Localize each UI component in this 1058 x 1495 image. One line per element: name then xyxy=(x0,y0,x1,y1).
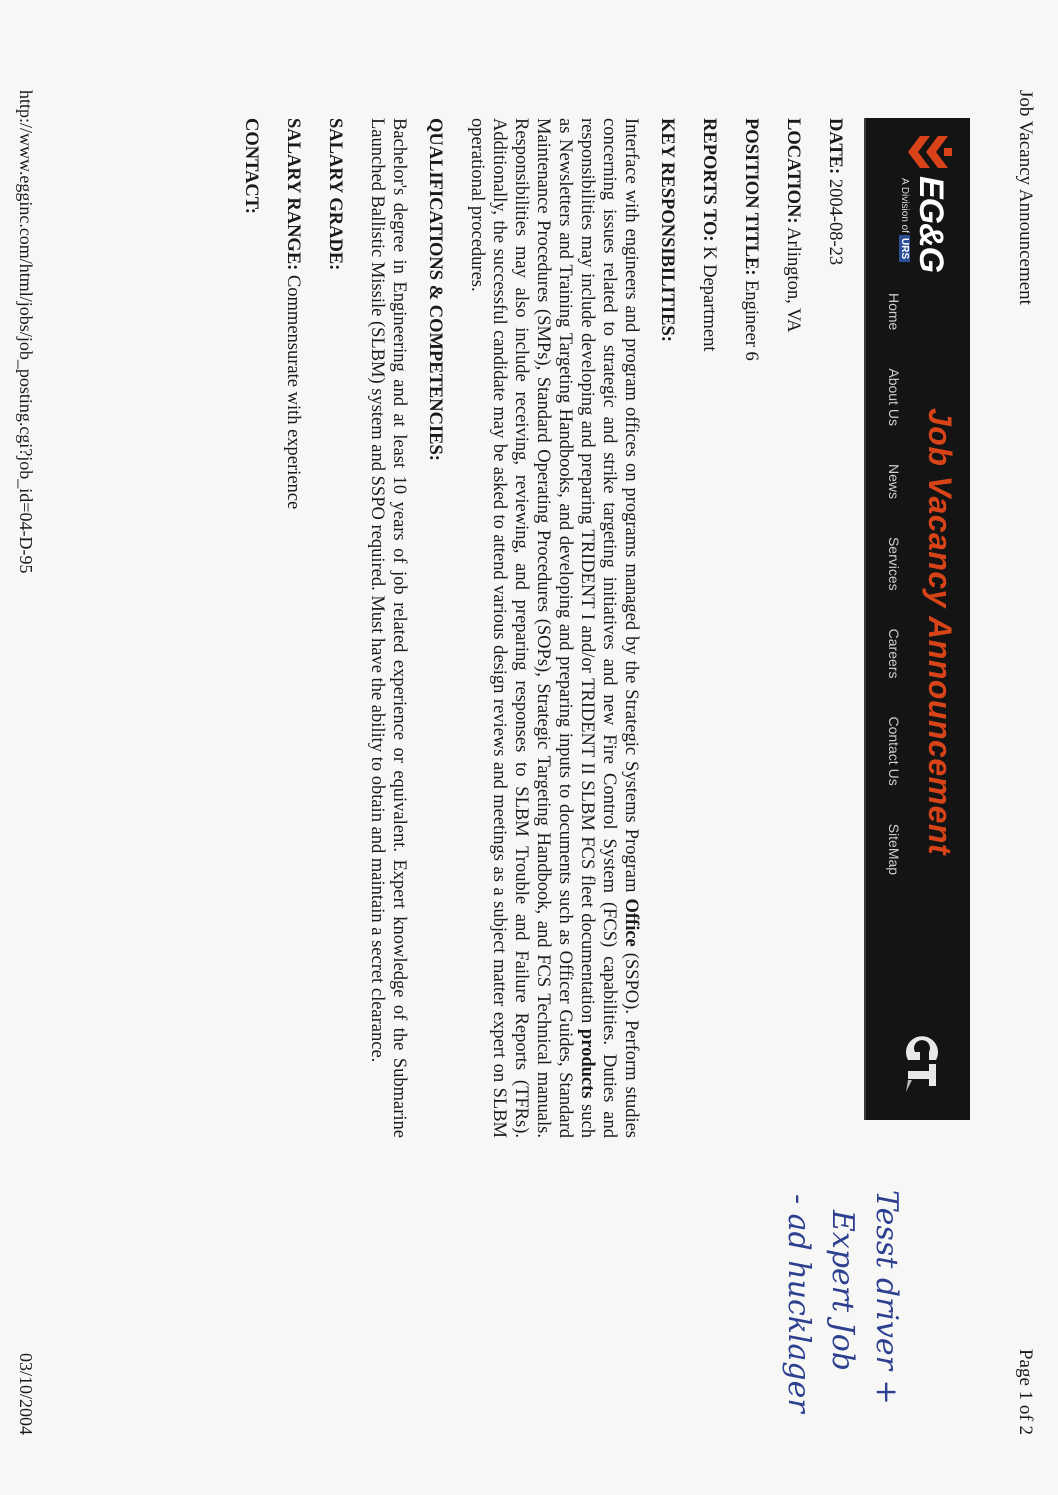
location-label: LOCATION: xyxy=(783,118,803,224)
nav-contact-us[interactable]: Contact Us xyxy=(886,716,902,786)
print-footer-url[interactable]: http://www.egginc.com/html/jobs/job_posting.cgi?job_id=04-D-95 xyxy=(16,90,36,574)
handwritten-line-1: Tesst driver + xyxy=(869,1190,904,1405)
nav-services[interactable]: Services xyxy=(886,536,902,591)
contact-label: CONTACT: xyxy=(241,118,261,214)
salary-range-value: Commensurate with experience xyxy=(283,274,303,510)
print-header-page: Page 1 of 2 xyxy=(1015,1348,1036,1435)
urs-brand: URS xyxy=(899,235,910,262)
products-highlight: products xyxy=(577,1028,597,1099)
position-field xyxy=(740,118,762,1138)
print-header-title: Job Vacancy Announcement xyxy=(1015,90,1036,305)
gt-logo-icon xyxy=(902,1030,942,1094)
salary-grade-field xyxy=(324,118,346,1138)
contact-field xyxy=(240,118,262,1138)
handwritten-note xyxy=(776,1190,908,1470)
nav-careers[interactable]: Careers xyxy=(886,628,902,679)
site-banner xyxy=(864,118,970,1120)
reports-field xyxy=(698,118,720,1138)
date-value: 2004-08-23 xyxy=(825,178,845,266)
responsibilities-text: Interface with engineers and program offices on programs managed by the Strategic Systems Program Office (SSPO). Perform studies concerning issues related to strategic and strike targeting initiatives and new Fire Control System (FCS) capabilities. Duties and responsibilities may include developing and preparing TRIDENT I and/or TRIDENT II SLBM FCS fleet documentation products such as Newsletters and Training Targeting Handbooks, and developing and preparing inputs to documents such as Officer Guides, Standard Maintenance Procedures (SMPs), Standard Operating Procedures (SOPs), Strategic Targeting Handbook, and FCS Technical manuals. Responsibilities may also include receiving, reviewing, and preparing responses to SLBM Trouble and Failure Reports (TFRs). Additionally, the successful candidate may be asked to attend various design reviews and meetings as a subject matter expert on SLBM operational procedures. xyxy=(467,118,641,1138)
handwritten-line-3: - ad hucklager xyxy=(781,1194,816,1413)
office-highlight: Office xyxy=(621,898,641,947)
position-value: Engineer 6 xyxy=(741,280,761,361)
job-details xyxy=(220,118,846,1138)
salary-range-label: SALARY RANGE: xyxy=(283,118,303,271)
date-field xyxy=(824,118,846,1138)
reports-value: K Department xyxy=(699,246,719,352)
salary-grade-label: SALARY GRADE: xyxy=(325,118,345,271)
position-label: POSITION TITLE: xyxy=(741,118,761,276)
handwritten-line-2: Expert Job xyxy=(825,1210,860,1372)
qualifications-heading: QUALIFICATIONS & COMPETENCIES: xyxy=(425,118,445,461)
location-value: Arlington, VA xyxy=(783,227,803,333)
location-field xyxy=(782,118,804,1138)
logo-text: EG&G xyxy=(912,176,950,273)
egg-logo-icon xyxy=(904,132,954,172)
salary-range-field xyxy=(282,118,304,1138)
nav-sitemap[interactable]: SiteMap xyxy=(886,823,902,876)
reports-label: REPORTS TO: xyxy=(699,118,719,242)
nav-about-us[interactable]: About Us xyxy=(886,368,902,426)
nav-news[interactable]: News xyxy=(886,463,902,499)
banner-title: Job Vacancy Announcement xyxy=(922,408,958,856)
qualifications-text: Bachelor's degree in Engineering and at least 10 years of job related experience or equivalent. Expert knowledge of the Submarine Launched Ballistic Missile (SLBM) system and SSPO required. Must have the ability to obtain and maintain a secret clearance. xyxy=(367,118,409,1138)
responsibilities-heading: KEY RESPONSIBILITIES: xyxy=(657,118,677,342)
logo-subtitle: A Division ofURS xyxy=(899,178,910,262)
main-nav xyxy=(886,293,902,875)
date-label: DATE: xyxy=(825,118,845,175)
nav-home[interactable]: Home xyxy=(886,293,902,331)
print-footer-date: 03/10/2004 xyxy=(16,1352,36,1435)
